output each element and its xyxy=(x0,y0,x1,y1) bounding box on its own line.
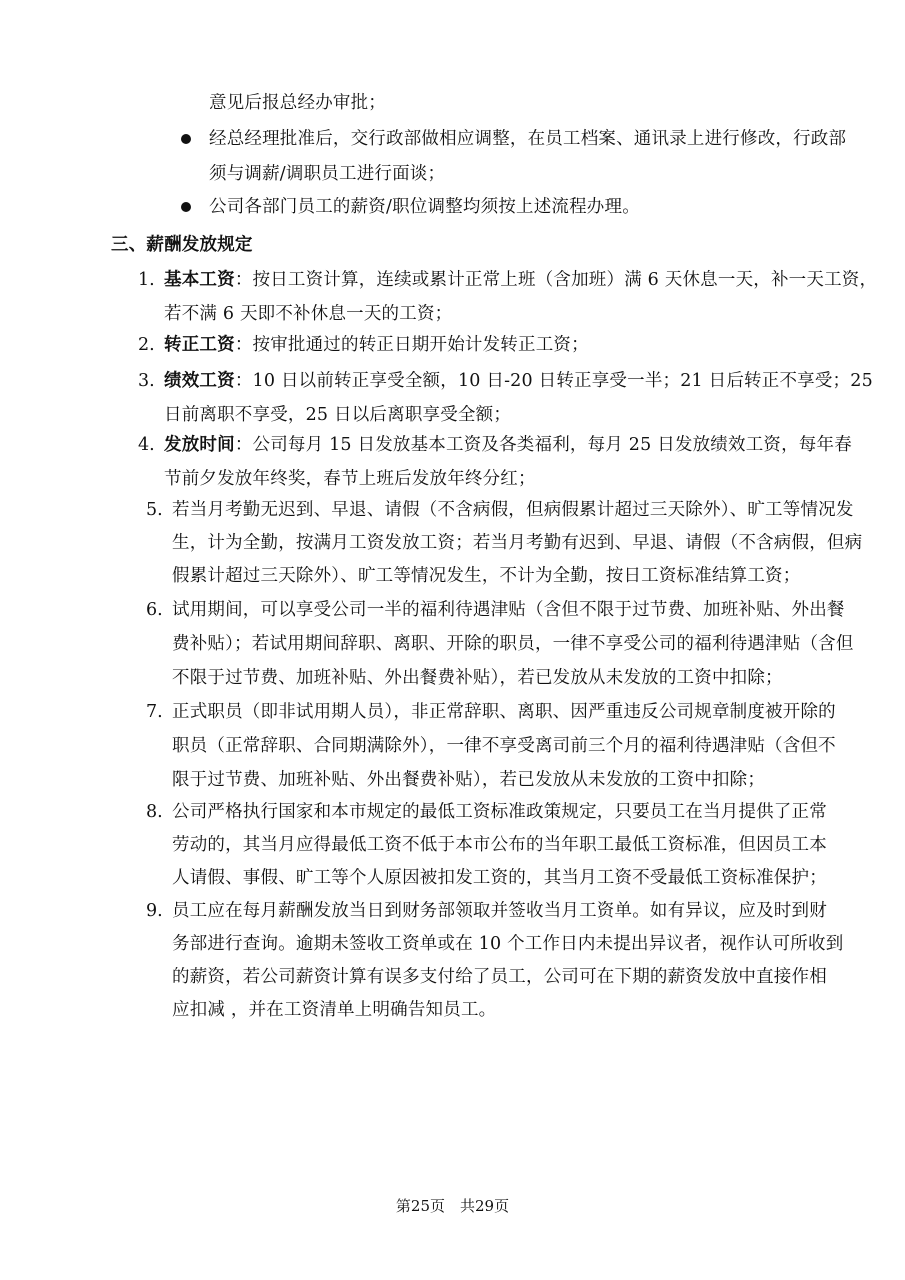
list-item-number: 9. xyxy=(146,901,163,921)
list-item-text xyxy=(172,498,854,522)
bullet-dot-icon xyxy=(181,202,191,212)
list-item-number: 5. xyxy=(146,500,163,520)
list-item-label: 转正工资 xyxy=(164,335,235,355)
bullet-continuation-text: 意见后报总经办审批； xyxy=(209,93,386,113)
list-item-text xyxy=(172,598,845,622)
list-item-line: 公司严格执行国家和本市规定的最低工资标准政策规定，只要员工在当月提供了正常 xyxy=(172,802,827,822)
bullet-text: 经总经理批准后，交行政部做相应调整，在员工档案、通讯录上进行修改，行政部 xyxy=(209,129,847,149)
list-item-line: 限于过节费、加班补贴、外出餐费补贴），若已发放从未发放的工资中扣除； xyxy=(172,770,766,790)
list-item-label: 绩效工资 xyxy=(164,371,235,391)
bullet-text: 公司各部门员工的薪资/职位调整均须按上述流程办理。 xyxy=(209,197,640,217)
list-item-text xyxy=(164,467,536,491)
list-item-line: 生，计为全勤，按满月工资发放工资；若当月考勤有迟到、早退、请假（不含病假，但病 xyxy=(172,533,863,553)
list-item-number: 2. xyxy=(138,335,155,355)
list-item-line: ：按审批通过的转正日期开始计发转正工资； xyxy=(234,335,589,355)
list-item-line: 费补贴）；若试用期间辞职、离职、开除的职员，一律不享受公司的福利待遇津贴（含但 xyxy=(172,634,854,654)
list-item-line: ：公司每月 15 日发放基本工资及各类福利，每月 25 日发放绩效工资，每年春 xyxy=(234,435,852,455)
list-item-text xyxy=(172,932,843,956)
list-item-line: 试用期间，可以享受公司一半的福利待遇津贴（含但不限于过节费、加班补贴、外出餐 xyxy=(172,600,845,620)
list-item-text xyxy=(172,866,827,890)
list-item-text xyxy=(172,768,765,792)
list-item-number: 8. xyxy=(146,802,163,822)
list-item-text xyxy=(172,833,827,857)
list-item-number: 1. xyxy=(138,270,155,290)
list-item-line: 不限于过节费、加班补贴、外出餐费补贴），若已发放从未发放的工资中扣除； xyxy=(172,668,783,688)
list-item-number: 6. xyxy=(146,600,163,620)
list-item-text xyxy=(172,800,827,824)
list-item-text xyxy=(172,734,836,758)
list-item-text xyxy=(164,333,589,357)
bullet-dot-icon xyxy=(181,134,191,144)
list-item-line: 应扣减 ，并在工资清单上明确告知员工。 xyxy=(172,1000,497,1020)
list-item-label: 发放时间 xyxy=(164,435,235,455)
list-item-text xyxy=(164,369,873,393)
list-item-line: 职员（正常辞职、合同期满除外），一律不享受离司前三个月的福利待遇津贴（含但不 xyxy=(172,736,836,756)
list-item-line: 节前夕发放年终奖，春节上班后发放年终分红； xyxy=(164,469,536,489)
list-item-text xyxy=(164,268,877,292)
list-item-text xyxy=(172,965,827,989)
list-item-line: 的薪资，若公司薪资计算有误多支付给了员工，公司可在下期的薪资发放中直接作相 xyxy=(172,967,827,987)
list-item-line: 劳动的，其当月应得最低工资不低于本市公布的当年职工最低工资标准，但因员工本 xyxy=(172,835,827,855)
list-item-line: ：10 日以前转正享受全额，10 日-20 日转正享受一半；21 日后转正不享受；25 xyxy=(234,371,873,391)
list-item-line: 假累计超过三天除外）、旷工等情况发生，不计为全勤，按日工资标准结算工资； xyxy=(172,566,801,586)
list-item-line: 日前离职不享受，25 日以后离职享受全额； xyxy=(164,405,512,425)
list-item-line: 员工应在每月薪酬发放当日到财务部领取并签收当月工资单。如有异议，应及时到财 xyxy=(172,901,827,921)
list-item-text xyxy=(172,666,783,690)
list-item-line: 正式职员（即非试用期人员），非正常辞职、离职、因严重违反公司规章制度被开除的 xyxy=(172,702,836,722)
list-item-label: 基本工资 xyxy=(164,270,235,290)
section-heading: 三、薪酬发放规定 xyxy=(111,235,253,255)
list-item-text xyxy=(172,632,854,656)
list-item-line: 人请假、事假、旷工等个人原因被扣发工资的，其当月工资不受最低工资标准保护； xyxy=(172,868,827,888)
list-item-line: ：按日工资计算，连续或累计正常上班（含加班）满 6 天休息一天，补一天工资， xyxy=(234,270,878,290)
list-item-line: 若当月考勤无迟到、早退、请假（不含病假，但病假累计超过三天除外）、旷工等情况发 xyxy=(172,500,854,520)
list-item-text xyxy=(172,531,862,555)
list-item-text xyxy=(164,433,852,457)
list-item-number: 3. xyxy=(138,371,155,391)
list-item-line: 务部进行查询。逾期未签收工资单或在 10 个工作日内未提出异议者，视作认可所收到 xyxy=(172,934,844,954)
list-item-text xyxy=(172,564,800,588)
list-item-text xyxy=(172,700,836,724)
list-item-text xyxy=(172,998,496,1022)
list-item-text xyxy=(164,403,511,427)
list-item-number: 7. xyxy=(146,702,163,722)
page-number-footer: 第25页 共29页 xyxy=(395,1197,510,1215)
list-item-text xyxy=(172,899,827,923)
bullet-text: 须与调薪/调职员工进行面谈； xyxy=(209,164,446,184)
list-item-number: 4. xyxy=(138,435,155,455)
list-item-text xyxy=(164,302,452,326)
list-item-line: 若不满 6 天即不补休息一天的工资； xyxy=(164,304,453,324)
